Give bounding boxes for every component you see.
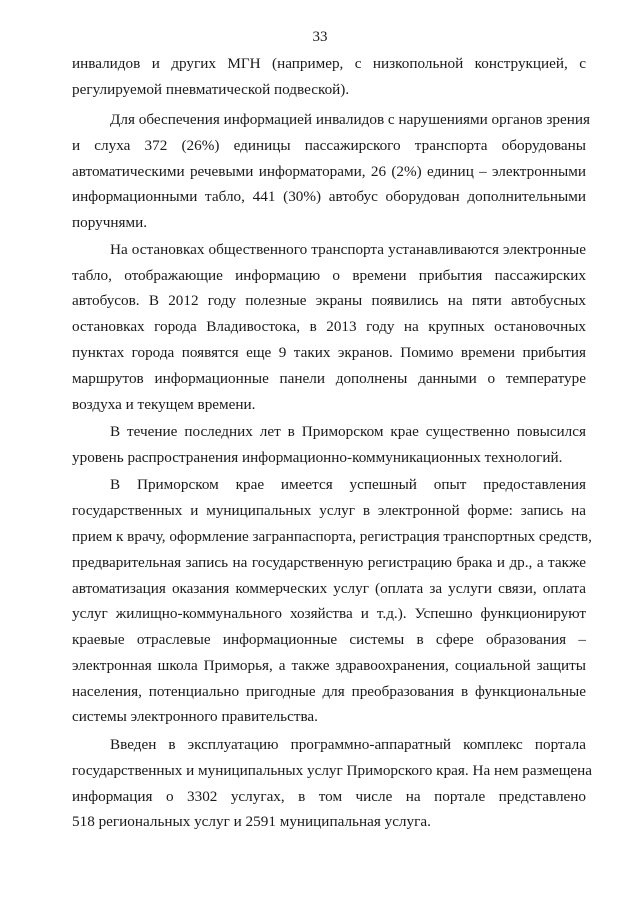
text-line: Введен в эксплуатацию программно-аппаратный комплекс портала (110, 736, 586, 753)
text-line: и слуха 372 (26%) единицы пассажирского транспорта оборудованы (72, 137, 586, 154)
page-number: 33 (312, 29, 328, 45)
text-line: автоматизация оказания коммерческих услуг (оплата за услуги связи, оплата (72, 580, 586, 597)
text-line: В Приморском крае имеется успешный опыт предоставления (110, 476, 586, 493)
text-line: уровень распространения информационно-коммуникационных технологий. (72, 449, 563, 466)
text-line: Для обеспечения информацией инвалидов с нарушениями органов зрения (110, 111, 590, 128)
text-line: электронная школа Приморья, а также здравоохранения, социальной защиты (72, 657, 586, 674)
text-line: воздуха и текущем времени. (72, 396, 256, 413)
text-line: 518 региональных услуг и 2591 муниципальная услуга. (72, 813, 431, 830)
text-line: прием к врачу, оформление загранпаспорта, регистрация транспортных средств, (72, 528, 592, 545)
text-line: информационными табло, 441 (30%) автобус оборудован дополнительными (72, 188, 586, 205)
text-line: населения, потенциально пригодные для преобразования в функциональные (72, 683, 586, 700)
text-line: услуг жилищно-коммунального хозяйства и т.д.). Успешно функционируют (72, 605, 586, 622)
text-line: В течение последних лет в Приморском крае существенно повысился (110, 423, 586, 440)
text-line: На остановках общественного транспорта устанавливаются электронные (110, 241, 586, 258)
text-line: предварительная запись на государственную регистрацию брака и др., а также (72, 554, 586, 571)
text-line: краевые отраслевые информационные системы в сфере образования – (72, 631, 586, 648)
text-line: автобусов. В 2012 году полезные экраны появились на пяти автобусных (72, 292, 586, 309)
text-line: инвалидов и других МГН (например, с низкопольной конструкцией, с (72, 55, 586, 72)
text-line: системы электронного правительства. (72, 708, 318, 725)
text-line: государственных и муниципальных услуг в электронной форме: запись на (72, 502, 586, 519)
text-line: информация о 3302 услугах, в том числе на портале представлено (72, 788, 586, 805)
text-line: поручнями. (72, 214, 147, 231)
text-line: государственных и муниципальных услуг Приморского края. На нем размещена (72, 762, 593, 779)
text-line: маршрутов информационные панели дополнены данными о температуре (72, 370, 586, 387)
text-line: табло, отображающие информацию о времени прибытия пассажирских (72, 267, 586, 284)
text-line: регулируемой пневматической подвеской). (72, 81, 350, 98)
text-line: пунктах города появятся еще 9 таких экранов. Помимо времени прибытия (72, 344, 586, 361)
text-line: остановках города Владивостока, в 2013 году на крупных остановочных (72, 318, 586, 335)
text-line: автоматическими речевыми информаторами, 26 (2%) единиц – электронными (72, 163, 586, 180)
